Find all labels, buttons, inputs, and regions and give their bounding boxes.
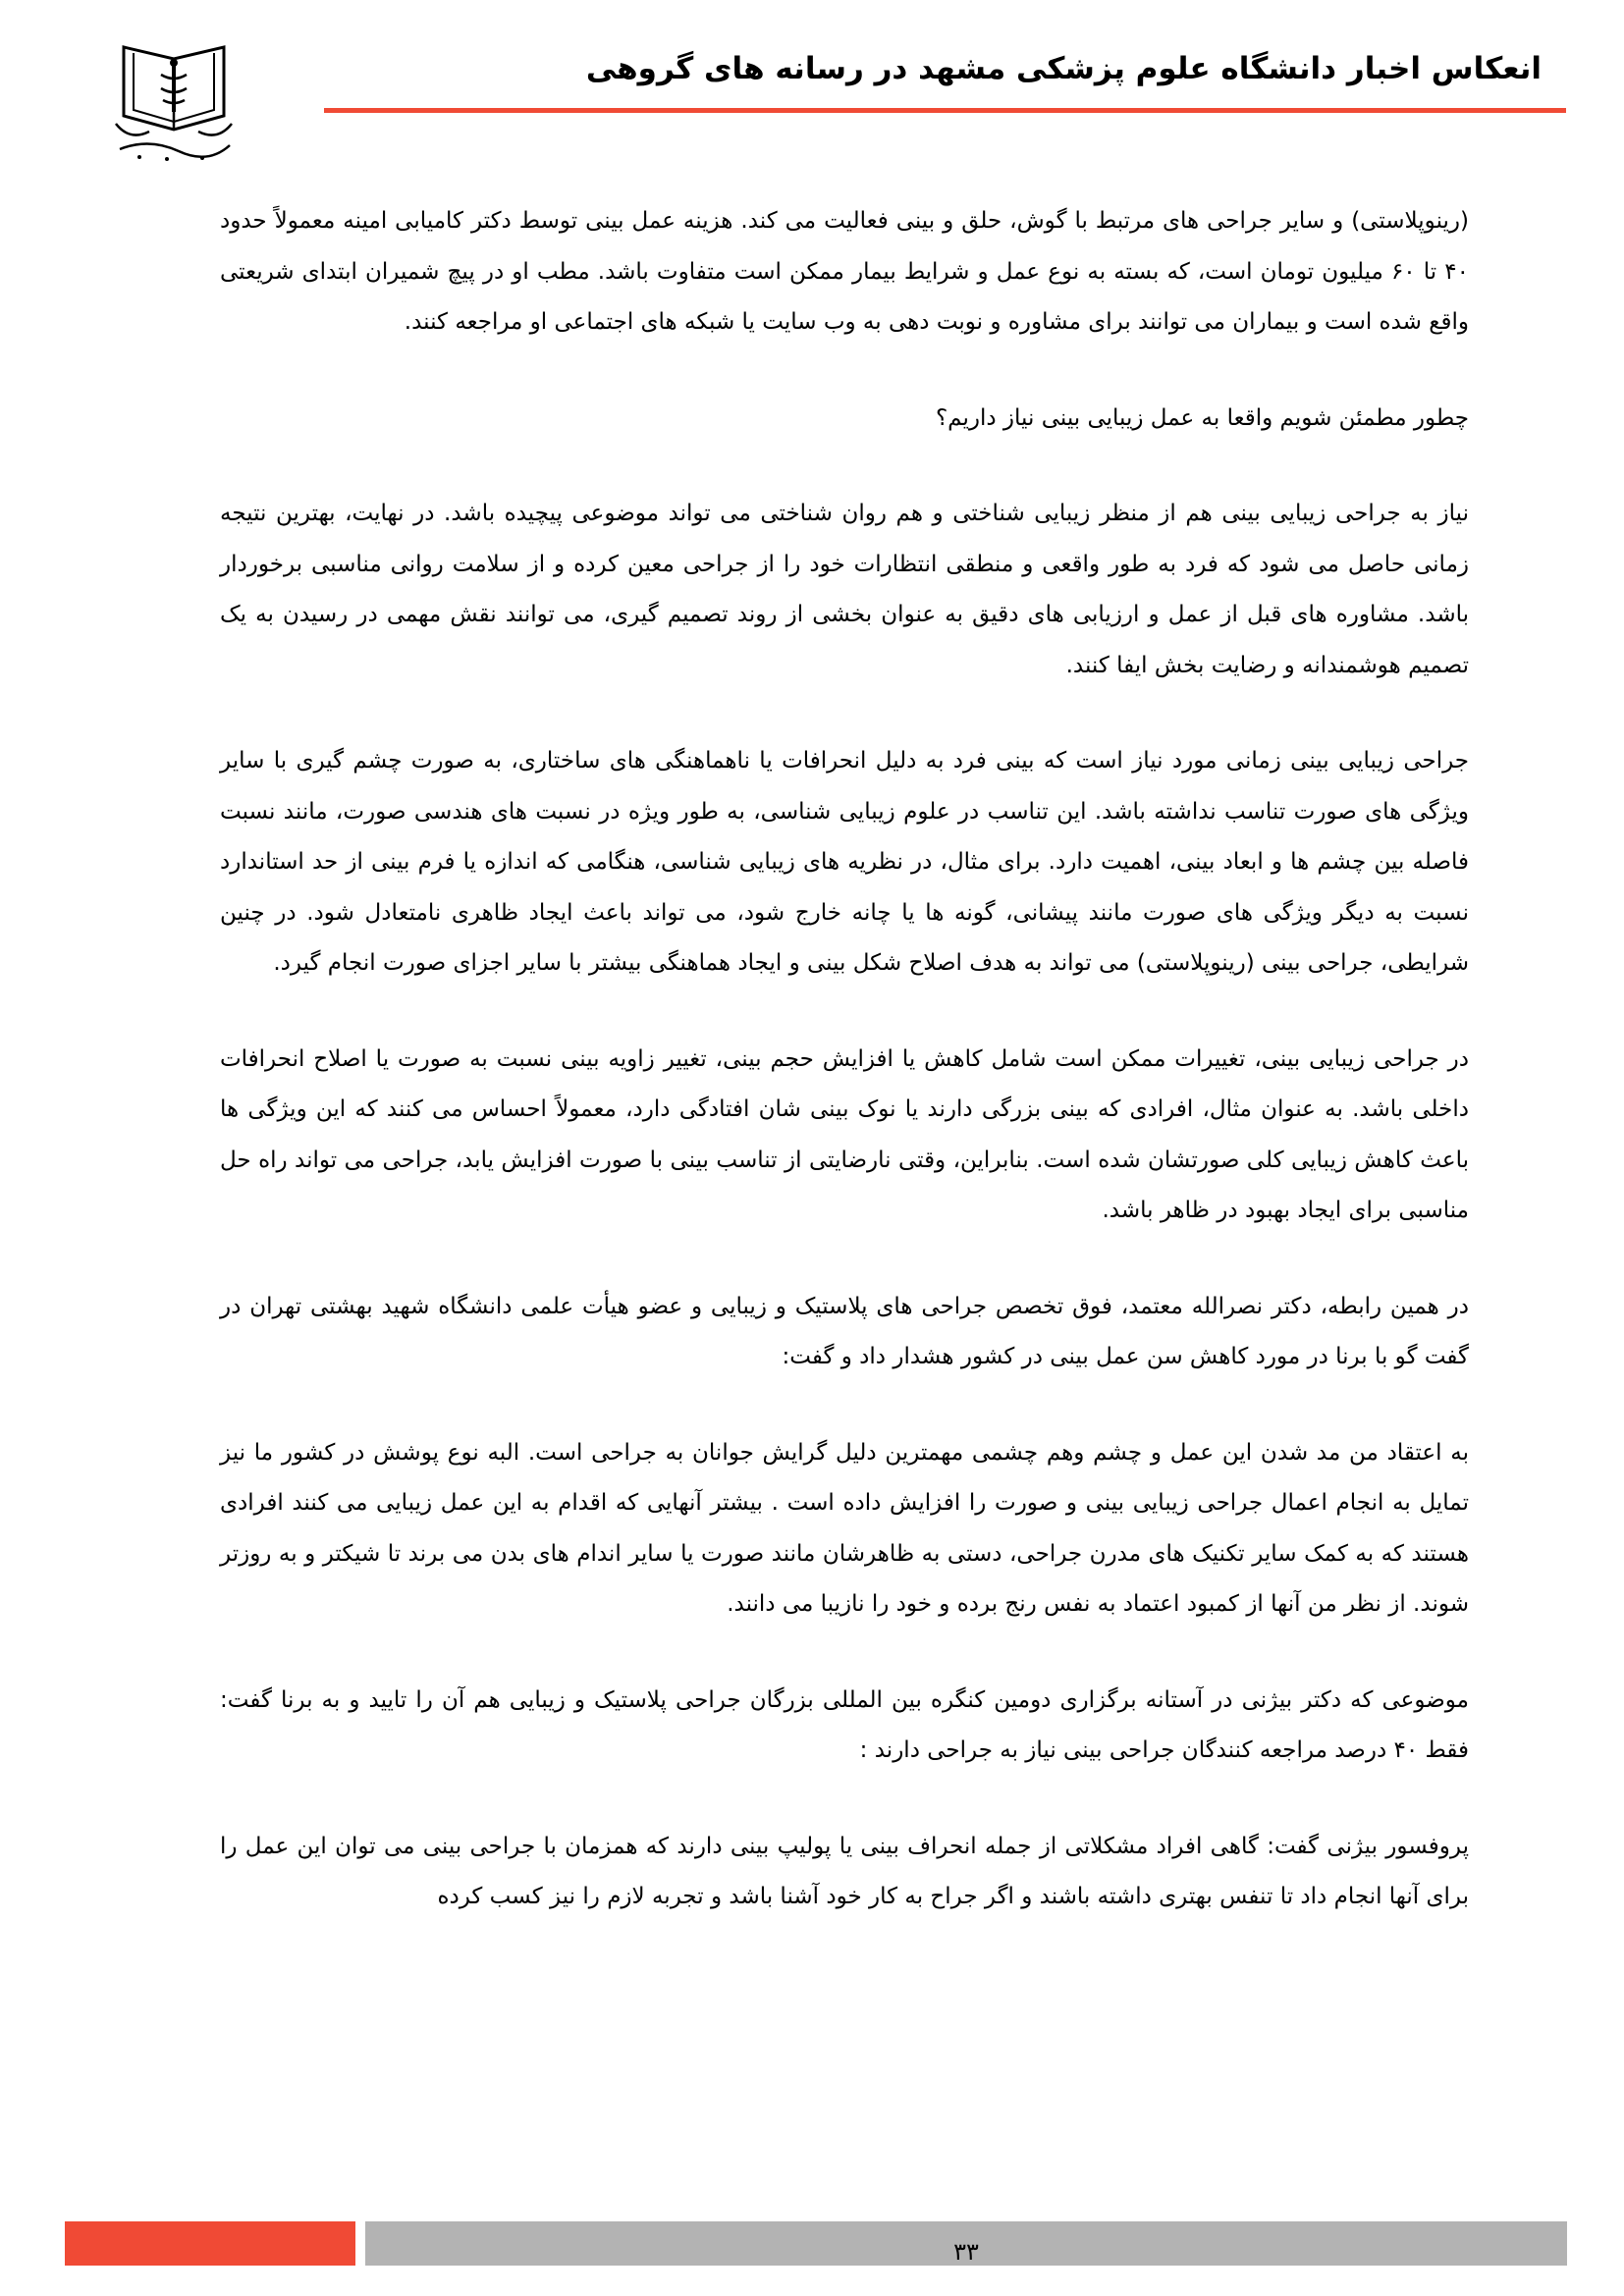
paragraph-6: به اعتقاد من مد شدن این عمل و چشم وهم چشمی مهمترین دلیل گرایش جوانان به جراحی است. البه نوع پوشش در کشور ما نیز تمایل به انجام اعمال جراحی زیبایی بینی و صورت را افزایش داده است . بیشتر آنهایی که اقدام به این عمل زیبایی می کنند افرادی هستند که به کمک سایر تکنیک های مدرن جراحی، دستی به ظاهرشان مانند صورت یا سایر اندام های بدن می برند تا شیکتر و به روزتر شوند. از نظر من آنها از کمبود اعتماد به نفس رنج برده و خود را نازیبا می دانند. xyxy=(220,1439,1469,1617)
paragraph-1: (رینوپلاستی) و سایر جراحی های مرتبط با گوش، حلق و بینی فعالیت می کند. هزینه عمل بینی توسط دکتر کامیابی امینه معمولاً حدود ۴۰ تا ۶۰ میلیون تومان است، که بسته به نوع عمل و شرایط بیمار ممکن است متفاوت باشد. مطب او در پیچ شمیران ابتدای شریعتی واقع شده است و بیماران می توانند برای مشاوره و نوبت دهی به وب سایت یا شبکه های اجتماعی او مراجعه کنند. xyxy=(220,208,1469,335)
university-logo-icon xyxy=(110,39,238,167)
paragraph-4: در جراحی زیبایی بینی، تغییرات ممکن است شامل کاهش یا افزایش حجم بینی، تغییر زاویه بینی نسبت به صورت یا اصلاح انحرافات داخلی باشد. به عنوان مثال، افرادی که بینی بزرگی دارند یا نوک بینی شان افتادگی دارد، معمولاً احساس می کنند که این ویژگی ها باعث کاهش زیبایی کلی صورتشان شده است. بنابراین، وقتی نارضایتی از تناسب بینی با صورت افزایش یابد، جراحی می تواند راه حل مناسبی برای ایجاد بهبود در ظاهر باشد. xyxy=(220,1045,1469,1223)
paragraph-8: پروفسور بیژنی گفت: گاهی افراد مشکلاتی از جمله انحراف بینی یا پولیپ بینی دارند که همزمان با جراحی بینی می توان این عمل را برای آنها انجام داد تا تنفس بهتری داشته باشند و اگر جراح به کار خود آشنا باشد و تجربه لازم را نیز کسب کرده xyxy=(220,1833,1469,1909)
section-question: چطور مطمئن شویم واقعا به عمل زیبایی بینی نیاز داریم؟ xyxy=(935,404,1469,431)
page-header-title: انعکاس اخبار دانشگاه علوم پزشکی مشهد در رسانه های گروهی xyxy=(585,51,1542,86)
paragraph-2: نیاز به جراحی زیبایی بینی هم از منظر زیبایی شناختی و هم روان شناختی می تواند موضوعی پیچیده باشد. در نهایت، بهترین نتیجه زمانی حاصل می شود که فرد به طور واقعی و منطقی انتظارات خود را از جراحی معین کرده و از سلامت روانی مناسبی برخوردار باشد. مشاوره های قبل از عمل و ارزیابی های دقیق به عنوان بخشی از روند تصمیم گیری، می توانند نقش مهمی در رسیدن به یک تصمیم هوشمندانه و رضایت بخش ایفا کنند. xyxy=(220,501,1469,678)
paragraph-5: در همین رابطه، دکتر نصرالله معتمد، فوق تخصص جراحی های پلاستیک و زیبایی و عضو هیأت علمی دانشگاه شهید بهشتی تهران در گفت گو با برنا در مورد کاهش سن عمل بینی در کشور هشدار داد و گفت: xyxy=(220,1293,1469,1369)
university-logo xyxy=(110,39,238,167)
page-number: ۳۳ xyxy=(953,2238,979,2266)
article-body xyxy=(220,196,1469,1923)
footer-accent-bar xyxy=(65,2221,355,2266)
paragraph-3: جراحی زیبایی بینی زمانی مورد نیاز است که بینی فرد به دلیل انحرافات یا ناهماهنگی های ساختاری، به صورت چشم گیری با سایر ویژگی های صورت تناسب نداشته باشد. این تناسب در علوم زیبایی شناسی، به طور ویژه در نسبت های هندسی صورت، مانند نسبت فاصله بین چشم ها و ابعاد بینی، اهمیت دارد. برای مثال، در نظریه های زیبایی شناسی، هنگامی که اندازه یا فرم بینی از حد استاندارد نسبت به دیگر ویژگی های صورت مانند پیشانی، گونه ها یا چانه خارج شود، می تواند باعث ایجاد ظاهری نامتعادل شود. در چنین شرایطی، جراحی بینی (رینوپلاستی) می تواند به هدف اصلاح شکل بینی و ایجاد هماهنگی بیشتر با سایر اجزای صورت انجام گیرد. xyxy=(220,748,1469,976)
paragraph-7: موضوعی که دکتر بیژنی در آستانه برگزاری دومین کنگره بین المللی بزرگان جراحی پلاستیک و زیبایی هم آن را تایید و به برنا گفت: فقط ۴۰ درصد مراجعه کنندگان جراحی بینی نیاز به جراحی دارند : xyxy=(220,1686,1469,1763)
header-divider xyxy=(324,108,1566,113)
